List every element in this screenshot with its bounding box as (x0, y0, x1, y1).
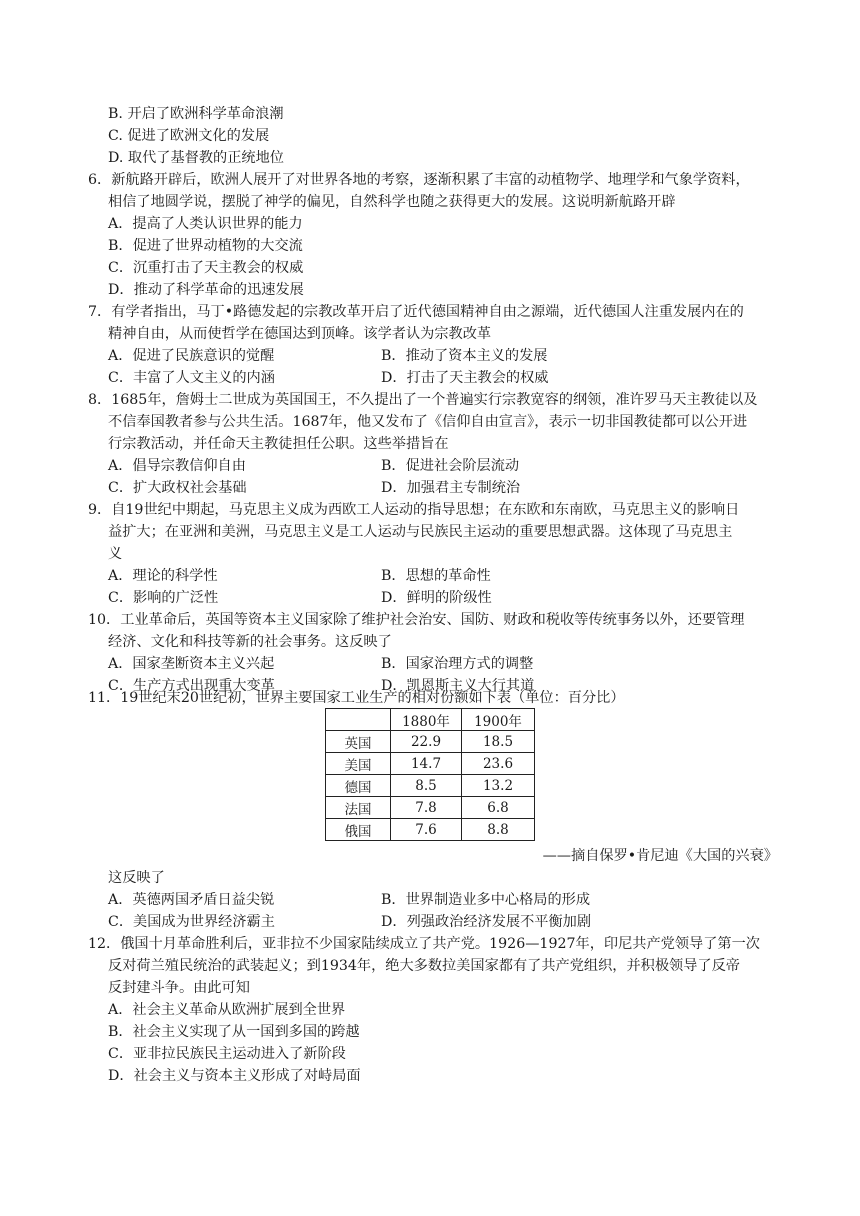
option-12c: C．亚非拉民族民主运动进入了新阶段 (108, 1046, 346, 1062)
table-cell-1900: 8.8 (462, 819, 535, 841)
option-11d: D．列强政治经济发展不平衡加剧 (381, 914, 592, 930)
option-10d: D．凯恩斯主义大行其道 (381, 678, 535, 694)
table-cell-1900: 23.6 (462, 753, 535, 775)
option-10a: A．国家垄断资本主义兴起 (108, 656, 275, 672)
option-9d: D．鲜明的阶级性 (381, 590, 492, 606)
table-source-citation: ——摘自保罗•肯尼迪《大国的兴衰》 (542, 848, 778, 864)
table-cell-country: 法国 (326, 797, 391, 819)
table-row (326, 775, 535, 797)
question-6-stem-line-2: 相信了地圆学说，摆脱了神学的偏见，自然科学也随之获得更大的发展。这说明新航路开辟 (108, 194, 676, 210)
industrial-share-table (325, 708, 535, 841)
option-10b: B．国家治理方式的调整 (381, 656, 534, 672)
option-8b: B．促进社会阶层流动 (381, 458, 520, 474)
option-7d: D．打击了天主教会的权威 (381, 370, 549, 386)
table-row (326, 819, 535, 841)
table-cell-1880: 7.8 (391, 797, 462, 819)
table-row (326, 797, 535, 819)
question-12-stem-line-2: 反对荷兰殖民统治的武装起义；到1934年，绝大多数拉美国家都有了共产党组织，并积极领导了反帝 (108, 958, 740, 974)
question-7-stem-line-2: 精神自由，从而使哲学在德国达到顶峰。该学者认为宗教改革 (108, 326, 492, 342)
table-header-corner (326, 709, 391, 731)
question-9-stem-line-1: 9．自19世纪中期起，马克思主义成为西欧工人运动的指导思想；在东欧和东南欧，马克思主义的影响日 (88, 502, 740, 518)
option-12d: D．社会主义与资本主义形成了对峙局面 (108, 1068, 361, 1084)
question-8-stem-line-3: 行宗教活动，并任命天主教徒担任公职。这些举措旨在 (108, 436, 449, 452)
option-9b: B．思想的革命性 (381, 568, 491, 584)
table-header-row (326, 709, 535, 731)
table-cell-country: 俄国 (326, 819, 391, 841)
option-12b: B．社会主义实现了从一国到多国的跨越 (108, 1024, 360, 1040)
option-5c: C. 促进了欧洲文化的发展 (108, 128, 270, 144)
option-12a: A．社会主义革命从欧洲扩展到全世界 (108, 1002, 346, 1018)
option-5b: B. 开启了欧洲科学革命浪潮 (108, 106, 284, 122)
option-8c: C．扩大政权社会基础 (108, 480, 247, 496)
table-cell-1880: 14.7 (391, 753, 462, 775)
table-header-1880: 1880年 (391, 709, 462, 731)
option-6d: D．推动了科学革命的迅速发展 (108, 282, 304, 298)
option-7c: C．丰富了人文主义的内涵 (108, 370, 275, 386)
option-8d: D．加强君主专制统治 (381, 480, 521, 496)
option-8a: A．倡导宗教信仰自由 (108, 458, 246, 474)
table-cell-1900: 13.2 (462, 775, 535, 797)
question-12-stem-line-1: 12．俄国十月革命胜利后，亚非拉不少国家陆续成立了共产党。1926—1927年，印尼共产党领导了第一次 (88, 936, 760, 952)
question-9-stem-line-3: 义 (108, 546, 123, 562)
question-9-stem-line-2: 益扩大；在亚洲和美洲，马克思主义是工人运动与民族民主运动的重要思想武器。这体现了马克思主 (108, 524, 733, 540)
question-6-stem-line-1: 6．新航路开辟后，欧洲人展开了对世界各地的考察，逐渐积累了丰富的动植物学、地理学和气象学资料， (88, 172, 750, 188)
table-cell-1880: 22.9 (391, 731, 462, 753)
option-7a: A．促进了民族意识的觉醒 (108, 348, 275, 364)
question-11-stem-end: 这反映了 (108, 870, 165, 886)
option-6a: A．提高了人类认识世界的能力 (108, 216, 303, 232)
table-cell-country: 美国 (326, 753, 391, 775)
table-row (326, 731, 535, 753)
table-cell-country: 英国 (326, 731, 391, 753)
question-8-stem-line-1: 8．1685年，詹姆士二世成为英国国王，不久提出了一个普遍实行宗教宽容的纲领，准许罗马天主教徒以及 (88, 392, 758, 408)
question-11-stem-line-1: 11．19世纪末20世纪初，世界主要国家工业生产的相对份额如下表（单位：百分比） (88, 690, 625, 706)
question-10-stem-line-1: 10．工业革命后，英国等资本主义国家除了维护社会治安、国防、财政和税收等传统事务以外，还要管理 (88, 612, 745, 628)
option-11b: B．世界制造业多中心格局的形成 (381, 892, 591, 908)
table-cell-1900: 6.8 (462, 797, 535, 819)
option-6c: C．沉重打击了天主教会的权威 (108, 260, 304, 276)
table-row (326, 753, 535, 775)
table-cell-1880: 8.5 (391, 775, 462, 797)
option-10c: C．生产方式出现重大变革 (108, 678, 275, 694)
option-11a: A．英德两国矛盾日益尖锐 (108, 892, 275, 908)
question-8-stem-line-2: 不信奉国教者参与公共生活。1687年，他又发布了《信仰自由宣言》，表示一切非国教徒都可以公开进 (108, 414, 748, 430)
option-9c: C．影响的广泛性 (108, 590, 219, 606)
option-9a: A．理论的科学性 (108, 568, 218, 584)
question-7-stem-line-1: 7．有学者指出，马丁•路德发起的宗教改革开启了近代德国精神自由之源端，近代德国人注重发展内在的 (88, 304, 744, 320)
table-cell-country: 德国 (326, 775, 391, 797)
option-7b: B．推动了资本主义的发展 (381, 348, 548, 364)
table-cell-1880: 7.6 (391, 819, 462, 841)
option-6b: B．促进了世界动植物的大交流 (108, 238, 303, 254)
table-header-1900: 1900年 (462, 709, 535, 731)
table-cell-1900: 18.5 (462, 731, 535, 753)
question-10-stem-line-2: 经济、文化和科技等新的社会事务。这反映了 (108, 634, 392, 650)
option-5d: D. 取代了基督教的正统地位 (108, 150, 284, 166)
question-12-stem-line-3: 反封建斗争。由此可知 (108, 980, 250, 996)
option-11c: C．美国成为世界经济霸主 (108, 914, 275, 930)
